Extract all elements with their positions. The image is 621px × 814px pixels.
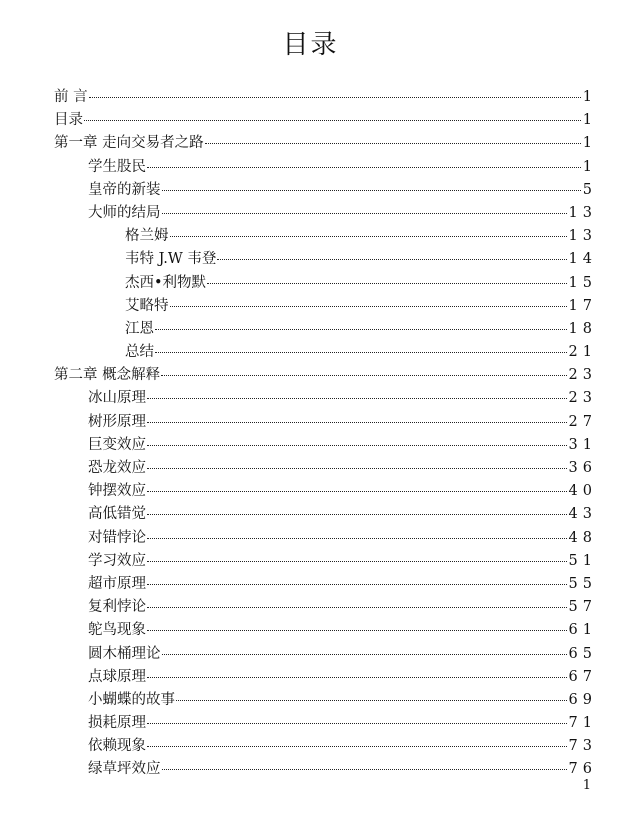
toc-entry[interactable] [54, 132, 597, 155]
toc-entry-page-number: 57 [568, 599, 597, 616]
dot-leader [147, 584, 567, 585]
toc-entry-title: 总结 [125, 344, 154, 361]
toc-entry[interactable] [54, 202, 597, 225]
toc-entry-title: 江恩 [125, 320, 154, 337]
dot-leader [147, 607, 567, 608]
dot-leader [89, 97, 581, 98]
toc-entry[interactable] [54, 434, 597, 457]
toc-entry[interactable] [54, 527, 597, 550]
toc-entry[interactable] [54, 619, 597, 642]
toc-entry-title: 损耗原理 [88, 715, 146, 732]
dot-leader [162, 190, 581, 191]
toc-entry-title: 格兰姆 [125, 228, 169, 245]
toc-entry-page-number: 18 [568, 320, 597, 337]
dot-leader [161, 375, 566, 376]
toc-entry-title: 前 言 [54, 89, 88, 105]
toc-entry-title: 超市原理 [88, 575, 146, 592]
toc-entry-title: 第一章 走向交易者之路 [54, 135, 204, 152]
toc-entry-title: 绿草坪效应 [88, 761, 161, 778]
dot-leader [147, 630, 567, 631]
dot-leader [147, 723, 567, 724]
toc-entry-page-number: 1 [582, 89, 597, 105]
dot-leader [205, 143, 581, 144]
page-number: 1 [582, 778, 591, 793]
toc-entry-title: 圆木桶理论 [88, 645, 161, 662]
toc-entry-title: 巨变效应 [88, 436, 146, 453]
dot-leader [147, 538, 567, 539]
toc-entry-title: 目录 [54, 112, 83, 129]
toc-entry-title: 复利悖论 [88, 599, 146, 616]
toc-entry-title: 大师的结局 [88, 204, 161, 221]
toc-entry-title: 皇帝的新装 [88, 181, 161, 198]
toc-entry-title: 钟摆效应 [88, 483, 146, 500]
toc-entry-page-number: 1 [582, 135, 597, 152]
dot-leader [170, 306, 567, 307]
toc-entry-page-number: 69 [568, 691, 597, 708]
toc-entry-page-number: 67 [568, 668, 597, 685]
dot-leader [207, 283, 566, 284]
dot-leader [155, 329, 567, 330]
toc-entry-page-number: 65 [568, 645, 597, 662]
dot-leader [217, 259, 566, 260]
toc-entry-title: 学生股民 [88, 158, 146, 175]
toc-entry-title: 依赖现象 [88, 738, 146, 755]
toc-entry-page-number: 73 [568, 738, 597, 755]
toc-entry[interactable] [54, 341, 597, 364]
dot-leader [84, 120, 581, 121]
toc-entry[interactable] [54, 758, 597, 781]
dot-leader [147, 491, 567, 492]
toc-entry[interactable] [54, 364, 597, 387]
toc-entry-page-number: 13 [568, 228, 597, 245]
toc-entry-page-number: 61 [568, 622, 597, 639]
toc-entry-title: 树形原理 [88, 413, 146, 430]
dot-leader [147, 468, 567, 469]
toc-entry[interactable] [54, 411, 597, 434]
toc-entry[interactable] [54, 573, 597, 596]
dot-leader [155, 352, 567, 353]
toc-entry[interactable] [54, 596, 597, 619]
dot-leader [147, 561, 567, 562]
toc-entry[interactable] [54, 318, 597, 341]
toc-entry-title: 对错悖论 [88, 529, 146, 546]
toc-entry[interactable] [54, 643, 597, 666]
table-of-contents [54, 86, 597, 782]
toc-entry-page-number: 13 [568, 204, 597, 221]
toc-entry-title: 小蝴蝶的故事 [88, 691, 175, 708]
toc-entry-page-number: 51 [568, 552, 597, 569]
toc-entry-page-number: 43 [568, 506, 597, 523]
toc-entry[interactable] [54, 387, 597, 410]
dot-leader [147, 167, 581, 168]
toc-entry-page-number: 1 [582, 158, 597, 175]
toc-entry[interactable] [54, 735, 597, 758]
toc-entry-title: 高低错觉 [88, 506, 146, 523]
toc-entry-title: 艾略特 [125, 297, 169, 314]
toc-entry-page-number: 27 [568, 413, 597, 430]
dot-leader [147, 746, 567, 747]
toc-entry[interactable] [54, 550, 597, 573]
toc-entry-page-number: 23 [568, 390, 597, 407]
toc-entry-title: 鸵鸟现象 [88, 622, 146, 639]
toc-entry-title: 杰西•利物默 [125, 274, 207, 291]
dot-leader [147, 677, 567, 678]
toc-entry-title: 恐龙效应 [88, 460, 146, 476]
toc-entry-page-number: 5 [582, 181, 597, 198]
toc-entry[interactable] [54, 86, 597, 109]
toc-entry-page-number: 76 [568, 761, 597, 778]
toc-entry-title: 学习效应 [88, 552, 146, 569]
toc-entry-page-number: 48 [568, 529, 597, 546]
toc-entry[interactable] [54, 666, 597, 689]
toc-entry-title: 第二章 概念解释 [54, 367, 161, 384]
toc-entry-page-number: 71 [568, 715, 597, 732]
toc-entry-page-number: 15 [568, 274, 597, 291]
dot-leader [147, 445, 567, 446]
toc-entry[interactable] [54, 457, 597, 480]
dot-leader [170, 236, 567, 237]
toc-entry[interactable] [54, 179, 597, 202]
toc-entry-page-number: 23 [568, 367, 597, 384]
toc-entry-page-number: 1 [582, 112, 597, 129]
toc-entry[interactable] [54, 109, 597, 132]
dot-leader [176, 700, 567, 701]
toc-entry-page-number: 14 [568, 251, 597, 268]
toc-entry-page-number: 40 [568, 483, 597, 500]
toc-entry[interactable] [54, 295, 597, 318]
dot-leader [147, 422, 567, 423]
toc-entry-title: 韦特 J.W 韦登 [125, 251, 217, 268]
toc-entry[interactable] [54, 503, 597, 526]
toc-entry-title: 点球原理 [88, 668, 146, 685]
dot-leader [162, 769, 567, 770]
toc-entry[interactable] [54, 225, 597, 248]
toc-entry[interactable] [54, 156, 597, 179]
toc-entry-page-number: 31 [568, 436, 597, 453]
dot-leader [147, 514, 567, 515]
toc-entry[interactable] [54, 712, 597, 735]
toc-entry-page-number: 36 [568, 460, 597, 476]
toc-entry[interactable] [54, 272, 597, 295]
page-title: 目录 [282, 30, 339, 60]
toc-entry-page-number: 21 [568, 344, 597, 361]
toc-entry[interactable] [54, 480, 597, 503]
dot-leader [162, 213, 567, 214]
toc-entry[interactable] [54, 248, 597, 271]
dot-leader [147, 398, 567, 399]
toc-entry-page-number: 17 [568, 297, 597, 314]
toc-entry[interactable] [54, 689, 597, 712]
toc-entry-page-number: 55 [568, 575, 597, 592]
toc-entry-title: 冰山原理 [88, 390, 146, 407]
dot-leader [162, 654, 567, 655]
